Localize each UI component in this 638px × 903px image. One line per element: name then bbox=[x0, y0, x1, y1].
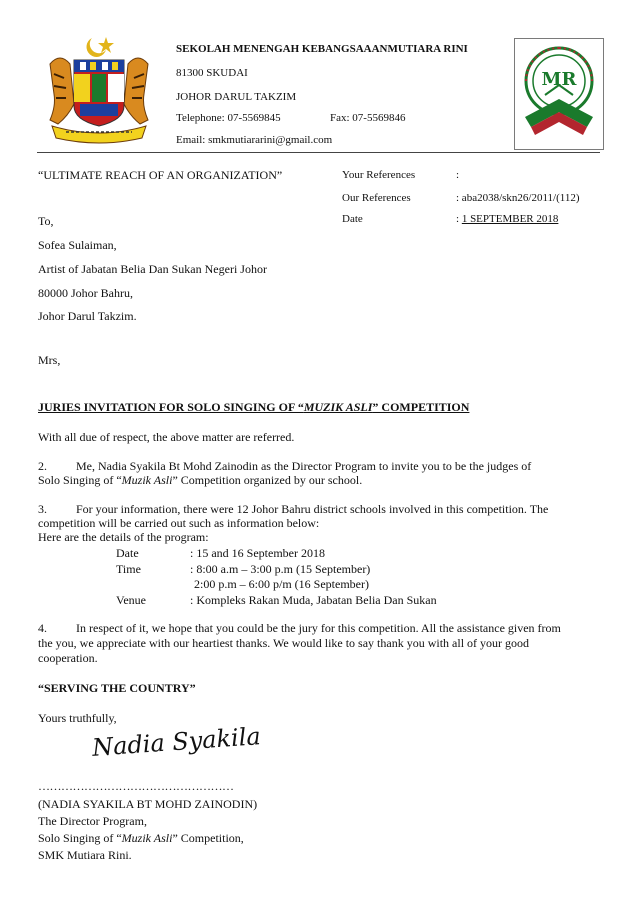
your-references-label: Your References bbox=[342, 169, 416, 181]
our-references-value: : aba2038/skn26/2011/(112) bbox=[456, 192, 580, 204]
school-logo bbox=[514, 38, 604, 150]
header-divider bbox=[37, 152, 600, 153]
signatory-name: (NADIA SYAKILA BT MOHD ZAINODIN) bbox=[38, 797, 258, 811]
logo-monogram: MR bbox=[541, 69, 577, 90]
details-date-label: Date bbox=[116, 546, 139, 560]
to-line: To, bbox=[38, 214, 54, 228]
paragraph-3-line-2: competition will be carried out such as information below: bbox=[38, 516, 320, 530]
telephone: Telephone: 07-5569845 bbox=[176, 112, 281, 124]
paragraph-3-number: 3. bbox=[38, 502, 47, 516]
paragraph-4-line-3: cooperation. bbox=[38, 651, 98, 665]
yours-truthfully: Yours truthfully, bbox=[38, 711, 117, 725]
details-date-value: : 15 and 16 September 2018 bbox=[190, 546, 325, 560]
intro-paragraph: With all due of respect, the above matter are referred. bbox=[38, 430, 295, 444]
details-venue-label: Venue bbox=[116, 593, 146, 607]
recipient-address-2: Johor Darul Takzim. bbox=[38, 309, 137, 323]
paragraph-4-number: 4. bbox=[38, 621, 47, 635]
signatory-event: Solo Singing of “Muzik Asli” Competition, bbox=[38, 831, 244, 845]
recipient-name: Sofea Sulaiman, bbox=[38, 238, 117, 252]
paragraph-2-number: 2. bbox=[38, 459, 47, 473]
your-references-value: : bbox=[456, 169, 460, 181]
details-time-value-2: 2:00 p.m – 6:00 p/m (16 September) bbox=[194, 577, 369, 591]
fax: Fax: 07-5569846 bbox=[330, 112, 406, 124]
signatory-title: The Director Program, bbox=[38, 814, 147, 828]
our-references-label: Our References bbox=[342, 192, 411, 204]
email: Email: smkmutiararini@gmail.com bbox=[176, 134, 333, 146]
details-time-label: Time bbox=[116, 562, 141, 576]
organization-motto: “ULTIMATE REACH OF AN ORGANIZATION” bbox=[38, 168, 283, 182]
paragraph-2-line-2: Solo Singing of “Muzik Asli” Competition organized by our school. bbox=[38, 473, 363, 487]
paragraph-3-line-1: For your information, there were 12 Johor Bahru district schools involved in this competition. The bbox=[76, 502, 549, 516]
paragraph-4-line-1: In respect of it, we hope that you could be the jury for this competition. All the assistance given from bbox=[76, 621, 561, 635]
details-time-value-1: : 8:00 a.m – 3:00 p.m (15 September) bbox=[190, 562, 371, 576]
handwritten-signature: Nadia Syakila bbox=[91, 722, 262, 762]
state: JOHOR DARUL TAKZIM bbox=[176, 91, 297, 103]
signatory-school: SMK Mutiara Rini. bbox=[38, 848, 132, 862]
paragraph-3-line-3: Here are the details of the program: bbox=[38, 530, 209, 544]
recipient-position: Artist of Jabatan Belia Dan Sukan Negeri Johor bbox=[38, 262, 267, 276]
closing-motto: “SERVING THE COUNTRY” bbox=[38, 681, 196, 695]
date-label: Date bbox=[342, 213, 363, 225]
salutation: Mrs, bbox=[38, 353, 61, 367]
subject-line: JURIES INVITATION FOR SOLO SINGING OF “MUZIK ASLI” COMPETITION bbox=[38, 400, 470, 414]
paragraph-4-line-2: the you, we appreciate with our heartiest thanks. We would like to say thank you with all of your good bbox=[38, 636, 530, 650]
school-name: SEKOLAH MENENGAH KEBANGSAAANMUTIARA RINI bbox=[176, 43, 468, 55]
paragraph-2-line-1: Me, Nadia Syakila Bt Mohd Zainodin as the Director Program to invite you to be the judges of bbox=[76, 459, 532, 473]
recipient-address-1: 80000 Johor Bahru, bbox=[38, 286, 133, 300]
date-value: : 1 SEPTEMBER 2018 bbox=[456, 213, 559, 225]
coat-of-arms-logo bbox=[44, 34, 154, 146]
details-venue-value: : Kompleks Rakan Muda, Jabatan Belia Dan Sukan bbox=[190, 593, 437, 607]
postcode-city: 81300 SKUDAI bbox=[176, 67, 248, 79]
signature-dotted-line: …………………………………………… bbox=[38, 779, 234, 793]
